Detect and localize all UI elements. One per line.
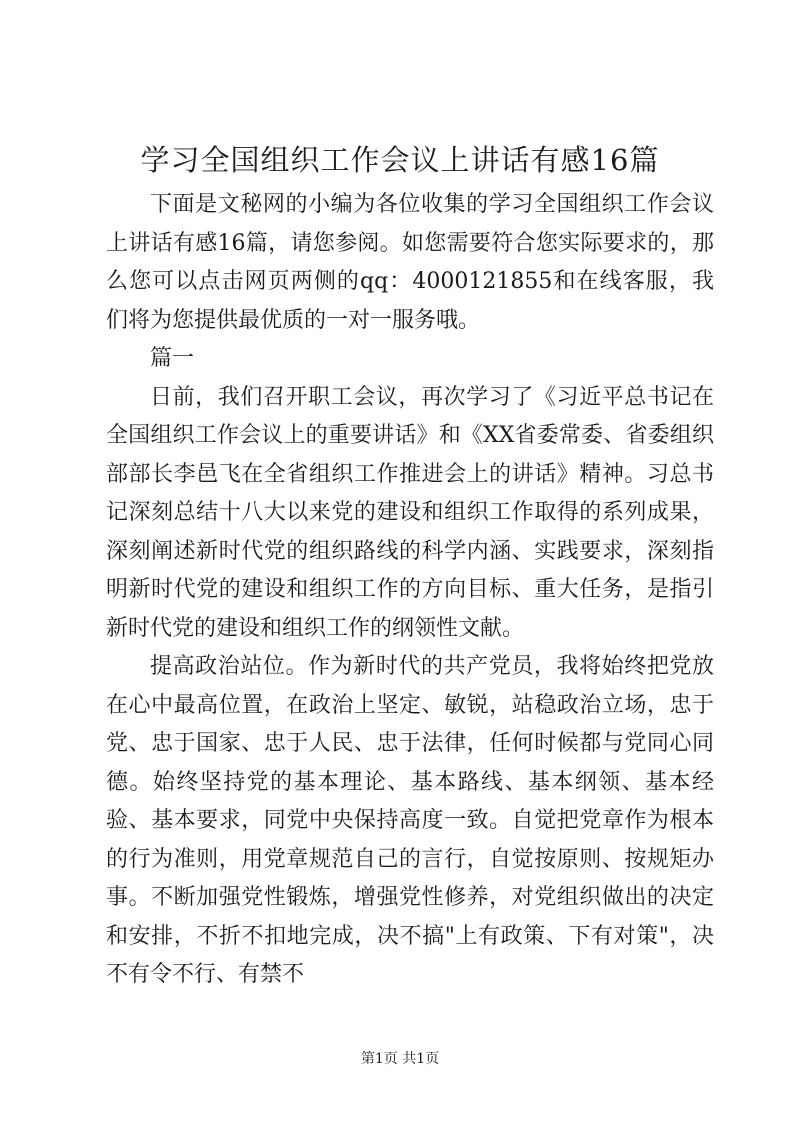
section-heading: 篇一 [150,346,195,371]
body-paragraph: 提高政治站位。作为新时代的共产党员，我将始终把党放在心中最高位置，在政治上坚定、敏锐，站稳政治立场，忠于党、忠于国家、忠于人民、忠于法律，任何时候都与党同心同德。始终坚持党的基本理论、基本路线、基本纲领、基本经验、基本要求，同党中央保持高度一致。自觉把党章作为根本的行为准则，用党章规范自己的言行，自觉按原则、按规矩办事。不断加强党性锻炼，增强党性修养，对党组织做出的决定和安排，不折不扣地完成，决不搞"上有政策、下有对策"，决不有令不行、有禁不 [106,654,714,987]
body-paragraph: 日前，我们召开职工会议，再次学习了《习近平总书记在全国组织工作会议上的重要讲话》和《XX省委常委、省委组织部部长李邑飞在全省组织工作推进会上的讲话》精神。习总书记深刻总结十八大以来党的建设和组织工作取得的系列成果，深刻阐述新时代党的组织路线的科学内涵、实践要求，深刻指明新时代党的建设和组织工作的方向目标、重大任务，是指引新时代党的建设和组织工作的纲领性文献。 [106,384,714,641]
document-body [106,186,714,995]
document-title: 学习全国组织工作会议上讲话有感16篇 [140,143,660,177]
page-footer: 第1页 共1页 [360,1051,440,1067]
intro-paragraph: 下面是文秘网的小编为各位收集的学习全国组织工作会议上讲话有感16篇，请您参阅。如您需要符合您实际要求的，那么您可以点击网页两侧的qq：4000121855和在线客服，我们将为您提供最优质的一对一服务哦。 [106,192,714,333]
